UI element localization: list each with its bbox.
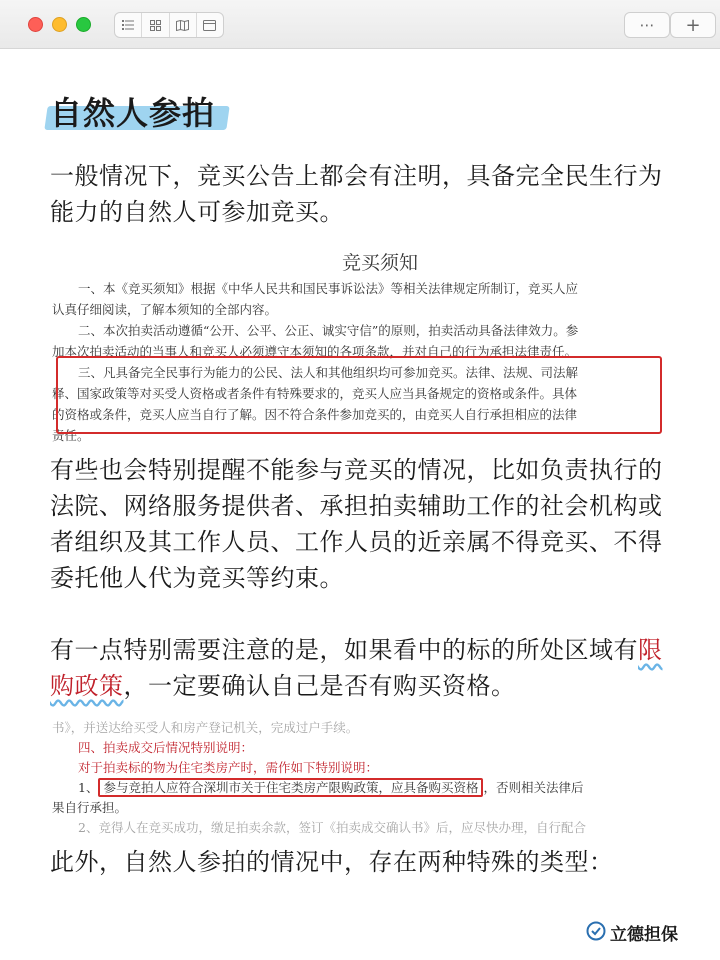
- excerpt-line: 一、本《竞买须知》根据《中华人民共和国民事诉讼法》等相关法律规定所制订，竞买人应: [78, 281, 579, 296]
- red-highlight-box: [56, 356, 662, 434]
- view-button-group: [114, 12, 224, 38]
- excerpt-line: 的资格或条件，竞买人应当自行了解。因不符合条件参加竞买的，由竞买人自行承担相应的法律: [52, 407, 578, 422]
- paragraph-1: 一般情况下，竞买公告上都会有注明，具备完全民生行为能力的自然人可参加竞买。: [50, 162, 663, 226]
- excerpt-line: 三、凡具备完全民事行为能力的公民、法人和其他组织均可参加竞买。法律、法规、司法解: [78, 365, 579, 380]
- watermark-logo: [586, 921, 606, 941]
- excerpt-title: 竞买须知: [341, 252, 418, 274]
- zoom-window-button[interactable]: [76, 17, 91, 32]
- more-button[interactable]: [624, 12, 670, 38]
- grid-view-button[interactable]: [142, 13, 169, 37]
- excerpt-number: 1、: [78, 780, 99, 795]
- excerpt-line: 认真仔细阅读，了解本须知的全部内容。: [52, 302, 278, 317]
- excerpt-line-tail: ，否则相关法律后: [483, 780, 584, 795]
- add-icon: +: [685, 14, 701, 36]
- minimize-window-button[interactable]: [52, 17, 67, 32]
- paragraph-2: 有些也会特别提醒不能参与竞买的情况，比如负责执行的法院、网络服务提供者、承担拍卖辅助工作的社会机构或者组织及其工作人员、工作人员的近亲属不得竞买、不得委托他人代为竞买等约束。: [50, 456, 663, 592]
- map-button[interactable]: [170, 13, 197, 37]
- paragraph-3-before: 有一点特别需要注意的是，如果看中的标的所处区域有: [50, 636, 638, 664]
- add-button[interactable]: [670, 12, 716, 38]
- document-excerpt-1: [52, 248, 668, 443]
- window-icon: [203, 20, 216, 31]
- paragraph-3: [50, 632, 680, 704]
- watermark-text: 立德担保: [610, 925, 678, 945]
- excerpt-cut-line: 书》，并送达给买受人和房产登记机关，完成过户手续。: [52, 720, 359, 735]
- sidebar-toggle-icon: [122, 20, 134, 30]
- document-excerpt-2: [52, 718, 662, 835]
- excerpt-line: 果自行承担。: [52, 800, 128, 815]
- excerpt-line: [52, 778, 662, 798]
- excerpt-line: 二、本次拍卖活动遵循“公开、公平、公正、诚实守信”的原则，拍卖活动具备法律效力。参: [78, 323, 579, 338]
- window-toolbar: [0, 0, 720, 49]
- grid-view-icon: [150, 20, 161, 31]
- excerpt-line: 加本次拍卖活动的当事人和竞买人必须遵守本须知的各项条款，并对自己的行为承担法律责任。: [52, 344, 578, 359]
- excerpt-line: 责任。: [52, 428, 90, 443]
- purchase-qualification-box: 参与竞拍人应符合深圳市关于住宅类房产限购政策，应具备购买资格: [98, 778, 483, 797]
- page-title: 自然人参拍: [50, 94, 216, 132]
- paragraph-4: 此外，自然人参拍的情况中，存在两种特殊的类型：: [50, 848, 614, 876]
- excerpt-red-line: 对于拍卖标的物为住宅类房产时，需作如下特别说明：: [78, 760, 379, 775]
- sidebar-toggle-button[interactable]: [115, 13, 142, 37]
- paragraph-3-after: ，一定要确认自己是否有购买资格。: [123, 672, 516, 700]
- excerpt-red-heading: 四、拍卖成交后情况特别说明：: [78, 740, 254, 755]
- excerpt-line: 释、国家政策等对买受人资格或者条件有特殊要求的，竞买人应当具备规定的资格或条件。具体: [52, 386, 578, 401]
- purchase-restriction-highlight: 限购政策: [50, 636, 663, 700]
- map-icon: [176, 20, 189, 31]
- more-icon: ⋯: [639, 16, 655, 34]
- window-button[interactable]: [197, 13, 223, 37]
- close-window-button[interactable]: [28, 17, 43, 32]
- excerpt-cut-line: 2、竞得人在竞买成功，缴足拍卖余款，签订《拍卖成交确认书》后，应尽快办理，自行配合: [78, 820, 586, 835]
